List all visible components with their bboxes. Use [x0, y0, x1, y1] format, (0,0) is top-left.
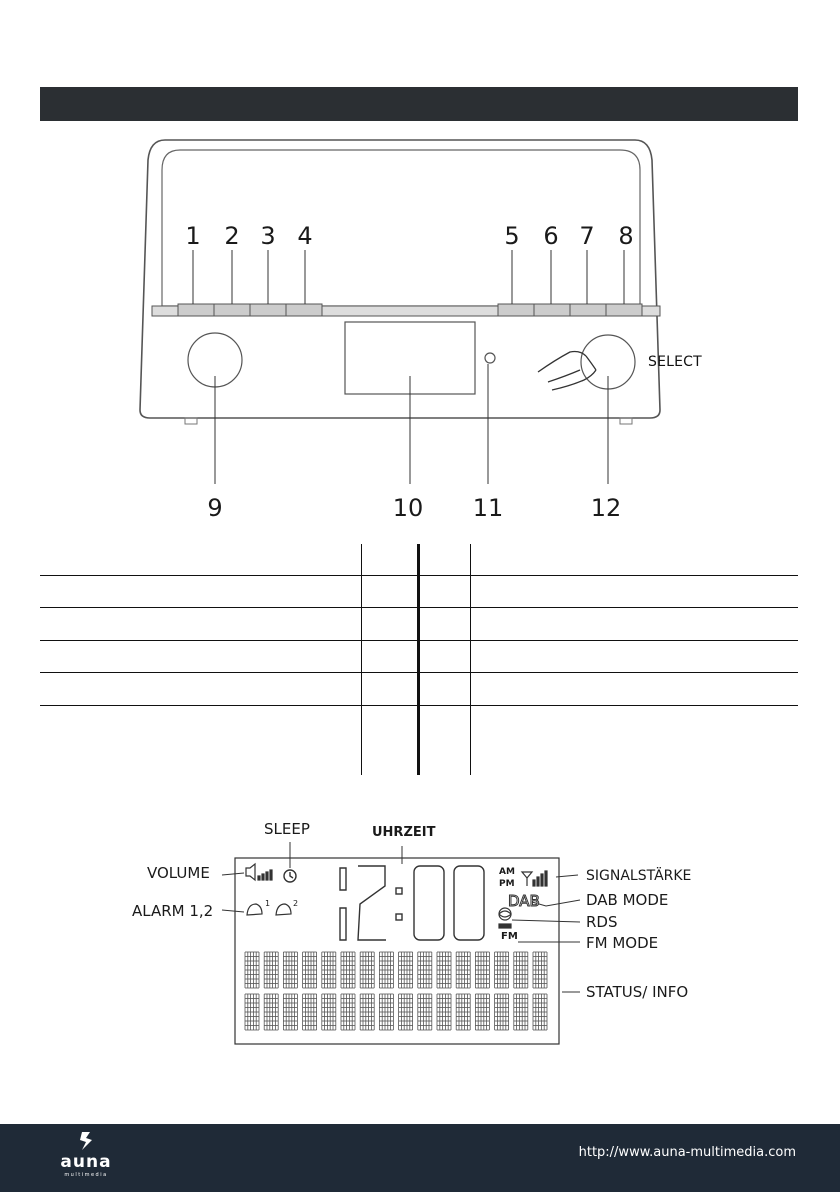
- select-label: SELECT: [648, 354, 702, 370]
- alarm-label: ALARM 1,2: [132, 902, 214, 920]
- logo-icon: [46, 1128, 126, 1188]
- callout-number-1: 1: [185, 222, 201, 250]
- footer-url-link[interactable]: http://www.auna-multimedia.com: [578, 1145, 796, 1160]
- alarm-1-sup: 1: [265, 899, 271, 908]
- callout-number-12: 12: [590, 494, 622, 522]
- callout-number-10: 10: [392, 494, 424, 522]
- callout-number-5: 5: [504, 222, 520, 250]
- dab-mode-label: DAB MODE: [586, 891, 669, 909]
- callout-number-7: 7: [579, 222, 595, 250]
- dab-icon-text: DAB: [508, 892, 540, 910]
- am-indicator: AM: [499, 867, 515, 877]
- callout-number-4: 4: [297, 222, 313, 250]
- callout-number-2: 2: [224, 222, 240, 250]
- brand-name: auna: [60, 1152, 112, 1172]
- status-info-label: STATUS/ INFO: [586, 983, 689, 1001]
- page-footer: [0, 1124, 840, 1192]
- logo-mark: [46, 1128, 126, 1152]
- pm-indicator: PM: [499, 879, 515, 889]
- callout-number-8: 8: [618, 222, 634, 250]
- callout-number-11: 11: [472, 494, 504, 522]
- callout-number-9: 9: [207, 494, 223, 522]
- volume-label: VOLUME: [147, 864, 210, 882]
- callout-number-6: 6: [543, 222, 559, 250]
- callout-number-3: 3: [260, 222, 276, 250]
- fm-indicator: FM: [501, 931, 518, 942]
- fm-mode-label: FM MODE: [586, 934, 659, 952]
- uhrzeit-label: UHRZEIT: [372, 825, 436, 840]
- sleep-label: SLEEP: [264, 820, 310, 838]
- signal-label: SIGNALSTÄRKE: [586, 868, 692, 884]
- brand-sub: multimedia: [64, 1172, 108, 1178]
- rds-label: RDS: [586, 913, 618, 931]
- alarm-2-sup: 2: [293, 899, 299, 908]
